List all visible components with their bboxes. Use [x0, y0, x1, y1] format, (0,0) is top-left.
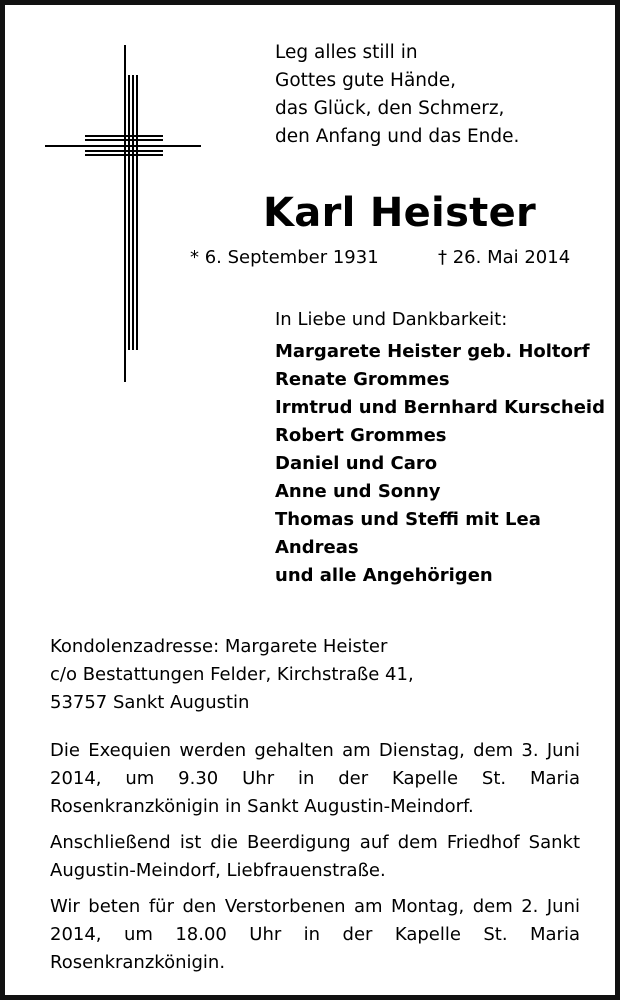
mourner-name: Irmtrud und Bernhard Kurscheid	[275, 397, 605, 418]
poem-line: das Glück, den Schmerz,	[275, 98, 505, 119]
mourner-name: Robert Grommes	[275, 425, 447, 446]
poem-line: den Anfang und das Ende.	[275, 126, 520, 147]
birth-date: * 6. September 1931	[190, 247, 379, 268]
condolence-address	[50, 633, 414, 717]
burial-paragraph: Anschließend ist die Beerdigung auf dem Friedhof Sankt Augustin-Meindorf, Liebfrauenstraße.	[50, 832, 580, 881]
mourner-name: Renate Grommes	[275, 369, 450, 390]
address-line: Kondolenzadresse: Margarete Heister	[50, 636, 388, 657]
mourners-list	[275, 338, 605, 590]
mourner-name: Anne und Sonny	[275, 481, 441, 502]
address-line: c/o Bestattungen Felder, Kirchstraße 41,	[50, 664, 414, 685]
prayer-paragraph: Wir beten für den Verstorbenen am Montag, dem 2. Juni 2014, um 18.00 Uhr in der Kapelle St. Maria Rosenkranzkönigin.	[50, 896, 580, 973]
mourners-intro: In Liebe und Dankbarkeit:	[275, 309, 508, 330]
poem-line: Leg alles still in	[275, 42, 418, 63]
poem	[275, 39, 519, 151]
mourner-name: Daniel und Caro	[275, 453, 438, 474]
death-date: † 26. Mai 2014	[438, 247, 571, 268]
cross-icon	[5, 5, 225, 395]
mourner-name: Thomas und Steffi mit Lea	[275, 509, 541, 530]
mourner-name: Margarete Heister geb. Holtorf	[275, 341, 590, 362]
poem-line: Gottes gute Hände,	[275, 70, 457, 91]
mourner-name: und alle Angehörigen	[275, 565, 493, 586]
service-details	[50, 737, 580, 985]
deceased-name: Karl Heister	[263, 190, 537, 236]
mourner-name: Andreas	[275, 537, 359, 558]
funeral-mass-paragraph: Die Exequien werden gehalten am Dienstag, dem 3. Juni 2014, um 9.30 Uhr in der Kapelle St. Maria Rosenkranzkönigin in Sankt Augustin-Meindorf.	[50, 740, 580, 817]
address-line: 53757 Sankt Augustin	[50, 692, 250, 713]
